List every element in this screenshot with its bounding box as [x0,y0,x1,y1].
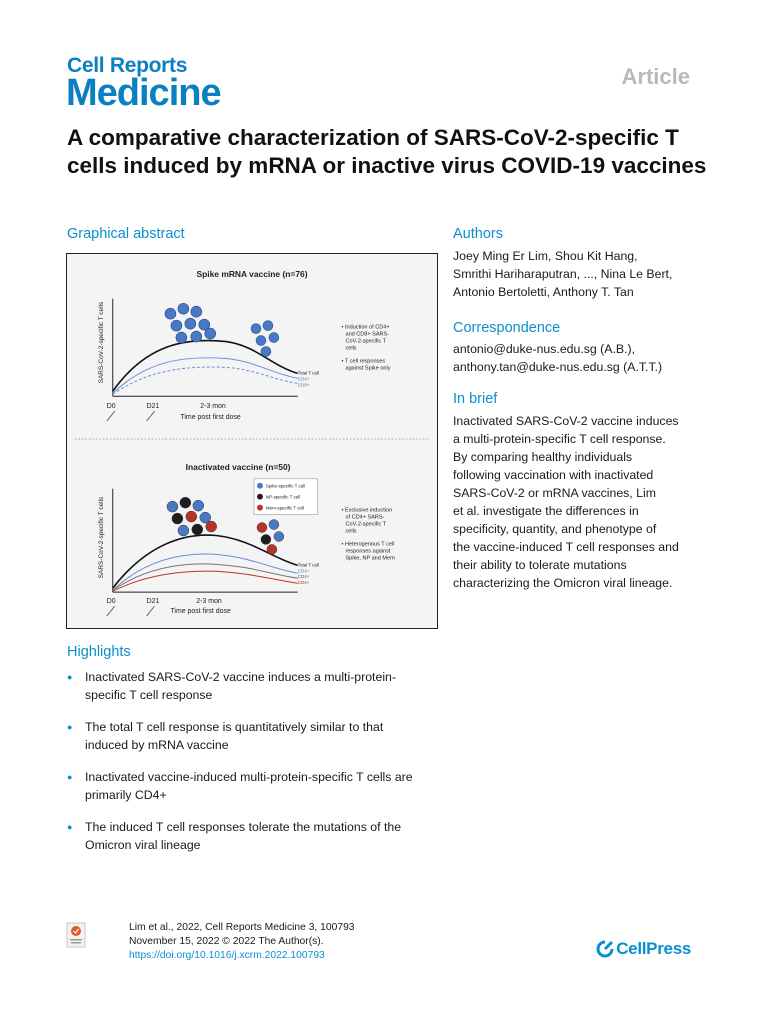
bottom-cd4-cell-cluster [167,497,217,536]
top-cd8-curve [113,367,298,394]
citation [129,921,355,963]
highlight-item: ● Inactivated vaccine-induced multi-protein-specific T cells are primarily CD4+ [67,768,447,804]
bottom-legend-1: CD4+ [297,568,310,574]
bottom-tick-d0: D0 [106,598,116,606]
top-tick-d0: D0 [106,403,116,411]
svg-text:and CD8+ SARS-: and CD8+ SARS- [345,331,390,338]
bottom-tick-2-3mon: 2-3 mon [196,598,222,606]
top-tick-d21: D21 [146,403,160,411]
top-x-axis-label: Time post first dose [180,414,241,422]
correspondence-email-att[interactable]: anthony.tan@duke-nus.edu.sg (A.T.T.) [453,360,663,374]
top-cd4-curve [113,358,298,393]
bottom-mem-curve [113,571,298,591]
graphical-abstract-heading: Graphical abstract [67,226,185,242]
top-total-t-cell-curve [113,341,298,392]
bottom-panel-bullets [342,508,396,562]
bottom-legend-total: Total T cell [297,562,319,568]
svg-text:• Induction of CD4+: • Induction of CD4+ [341,324,390,331]
svg-text:of CD4+ SARS-: of CD4+ SARS- [345,514,385,521]
bottom-np-curve [113,564,298,590]
highlights-heading: Highlights [67,644,131,660]
svg-text:cells: cells [345,528,357,535]
check-for-updates-icon[interactable] [66,922,86,948]
bottom-y-axis-label: SARS-CoV-2-specific T cells [97,496,105,579]
cell-type-key [254,479,318,515]
highlights-list [67,668,447,868]
journal-name-main: Medicine [66,72,221,114]
top-y-axis-label: SARS-CoV-2-specific T cells [97,301,105,384]
top-panel-title: Spike mRNA vaccine (n=76) [196,268,308,279]
top-legend-cd4: CD4+ [297,376,310,382]
doi-link[interactable]: https://doi.org/10.1016/j.xcrm.2022.100793 [129,950,325,961]
authors-heading: Authors [453,226,503,242]
svg-text:• Exclusive induction: • Exclusive induction [341,507,393,514]
svg-text:CoV-2-specific T: CoV-2-specific T [345,338,387,345]
correspondence-heading: Correspondence [453,320,561,336]
svg-text:NP-specific T cell: NP-specific T cell [265,494,301,500]
authors-text: Joey Ming Er Lim, Shou Kit Hang, Smrithi Hariharaputran, ..., Nina Le Bert, Antonio Bertoletti, Anthony T. Tan [453,249,673,299]
highlight-item: ● The induced T cell responses tolerate the mutations of the Omicron viral lineage [67,818,447,854]
bottom-tick-d21: D21 [146,598,160,606]
top-panel-bullets [342,325,391,372]
svg-text:Spike, NP and Mem: Spike, NP and Mem [345,555,395,562]
bottom-syringe-icons [107,606,155,616]
bottom-legend-2: CD4+ [297,574,310,580]
top-syringe-icons [107,411,155,421]
svg-text:responses against: responses against [345,548,391,555]
svg-text:• Heterogenous T cell: • Heterogenous T cell [341,541,395,548]
paper-title: A comparative characterization of SARS-CoV-2-specific T cells induced by mRNA or inactive virus COVID-19 vaccines [67,125,707,178]
graphical-abstract-figure [66,253,438,629]
svg-text:against Spike only: against Spike only [345,365,391,372]
svg-text:cells: cells [345,345,357,352]
highlight-item: ● The total T cell response is quantitatively similar to that induced by mRNA vaccine [67,718,447,754]
bottom-panel-title: Inactivated vaccine (n=50) [185,461,291,472]
bottom-x-axis-label: Time post first dose [170,608,231,616]
highlight-item: ● Inactivated SARS-CoV-2 vaccine induces a multi-protein- specific T cell response [67,668,447,704]
cellpress-logo: CellPress [596,939,691,959]
citation-line-1: Lim et al., 2022, Cell Reports Medicine 3, 100793 [129,922,355,933]
in-brief-text: Inactivated SARS-CoV-2 vaccine induces a multi-protein-specific T cell response. By comparing healthy individuals following vaccination with inactivated SARS-CoV-2 or mRNA vaccines, Lim et al. investigate the differences in specificity, quantity, and phenotype of the vaccine-induced T cell responses and their ability to tolerate mutations characterizing the Omicron viral lineage. [453,414,679,590]
journal-name-top: Cell Reports [67,54,188,77]
svg-text:Mem-specific T cell: Mem-specific T cell [265,505,305,511]
correspondence-email-ab[interactable]: antonio@duke-nus.edu.sg (A.B.), [453,342,636,356]
svg-text:Spike-specific T cell: Spike-specific T cell [265,483,306,489]
top-legend-cd8: CD8+ [297,382,310,388]
top-cd4-cell-cluster [165,303,216,343]
article-type-label: Article [621,64,690,89]
bottom-legend-3: CD4+ [297,580,310,586]
correspondence-text [453,340,662,376]
svg-text:• T cell responses: • T cell responses [341,358,386,365]
top-tick-2-3mon: 2-3 mon [200,403,226,411]
in-brief-heading: In brief [453,391,498,407]
citation-line-2: November 15, 2022 © 2022 The Author(s). [129,936,324,947]
svg-text:CoV-2-specific T: CoV-2-specific T [345,521,387,528]
top-legend-total: Total T cell [297,370,319,376]
cellpress-logo-icon [596,940,614,958]
